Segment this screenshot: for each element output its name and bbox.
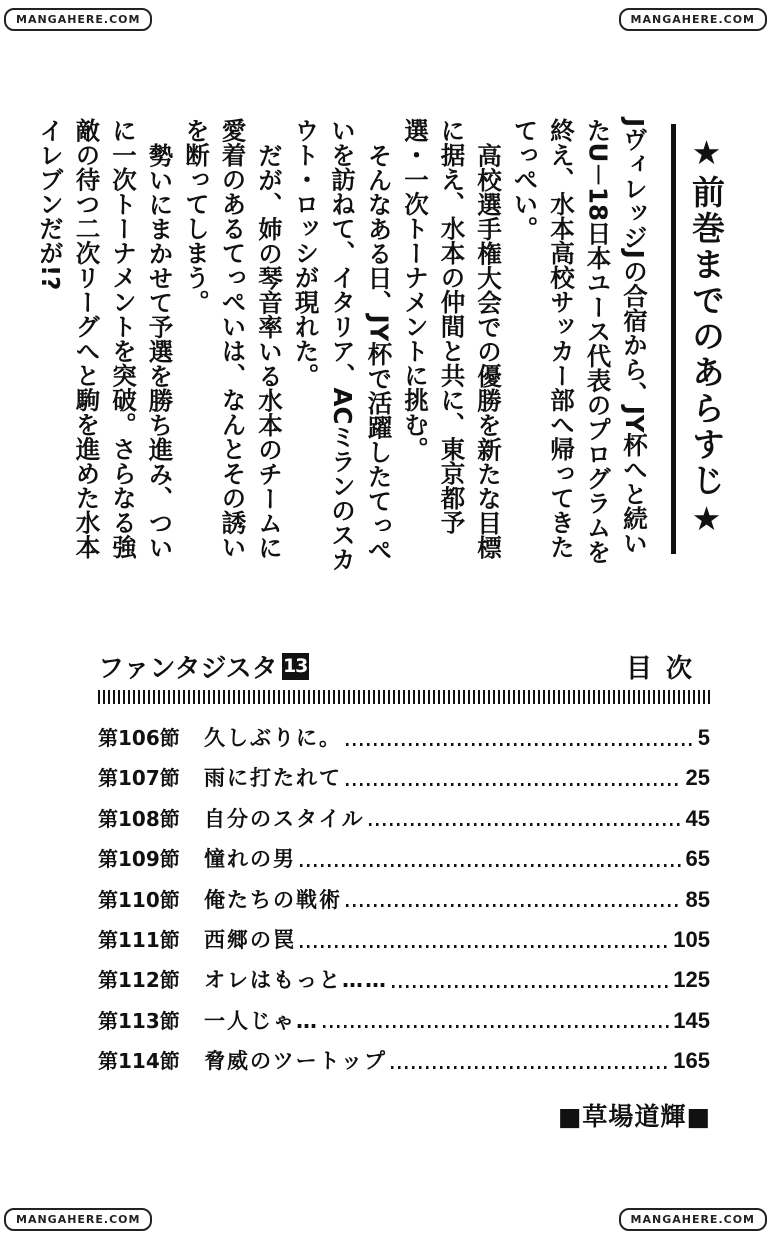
toc-row (98, 803, 710, 843)
leader-dots (346, 783, 682, 786)
watermark-bottom-left: MANGAHERE.COM (4, 1208, 152, 1231)
chapter-page: 165 (673, 1048, 710, 1074)
synopsis-heading: ★前巻までのあらすじ★ (687, 133, 726, 541)
chapter-title: 一人じゃ… (204, 1008, 319, 1033)
chapter-number: 第112節 (98, 968, 180, 993)
synopsis-body (36, 118, 652, 578)
chapter-title: 久しぶりに。 (204, 726, 342, 750)
leader-dots (391, 1066, 669, 1069)
chapter-number: 第114節 (98, 1049, 180, 1074)
synopsis-paragraph: 高校選手権大会での優勝を新たな目標に据え、水本の仲間と共に、東京都予選・一次トーナメントに挑む。 (401, 118, 503, 559)
synopsis-paragraph: だが、姉の琴音率いる水本のチームに愛着のあるてっぺいは、なんとその誘いを断ってしまう。 (182, 118, 284, 559)
toc-list (98, 722, 710, 1086)
chapter-number: 第111節 (98, 927, 180, 952)
chapter-title: 憧れの男 (204, 847, 296, 872)
synopsis-paragraph: そんなある日、JY杯で活躍したてっぺいを訪ねて、イタリア、ACミランのスカウト・ロッシが現れた。 (291, 118, 394, 572)
watermark-bottom-right: MANGAHERE.COM (619, 1208, 767, 1231)
toc-row (98, 924, 710, 964)
leader-dots (369, 823, 682, 826)
toc-label: 目次 (626, 654, 707, 684)
toc-row (98, 762, 710, 802)
series-title (98, 648, 309, 685)
chapter-page: 125 (673, 967, 710, 993)
leader-dots (300, 864, 682, 867)
author-credit: ■草場道輝■ (557, 1102, 711, 1131)
synopsis-paragraph: JヴィレッジJの合宿から、JY杯へと続いたU－18日本ユース代表のプログラムを終え、水本高校サッカー部へ帰ってきたてっぺい。 (510, 118, 649, 564)
chapter-title: 俺たちの戦術 (204, 887, 342, 912)
chapter-title: オレはもっと…… (204, 968, 388, 993)
chapter-page: 105 (673, 926, 710, 952)
chapter-title: 脅威のツートップ (204, 1049, 387, 1074)
chapter-page: 5 (697, 725, 710, 750)
chapter-page: 85 (685, 886, 710, 912)
chapter-number: 第110節 (98, 887, 180, 912)
chapter-page: 25 (685, 765, 710, 791)
chapter-page: 145 (673, 1007, 710, 1033)
chapter-number: 第106節 (98, 726, 180, 750)
watermark-top-left: MANGAHERE.COM (4, 8, 152, 31)
toc-divider-bar (98, 690, 710, 704)
volume-badge: 13 (282, 653, 309, 680)
chapter-page: 45 (685, 805, 710, 831)
chapter-page: 65 (685, 846, 710, 872)
chapter-number: 第107節 (98, 766, 180, 791)
leader-dots (346, 904, 682, 907)
toc-row (98, 884, 710, 924)
watermark-top-right: MANGAHERE.COM (619, 8, 767, 31)
toc-row (98, 843, 710, 883)
chapter-number: 第109節 (98, 847, 180, 872)
toc-row (98, 722, 710, 762)
toc-row (98, 1045, 710, 1085)
toc-row (98, 1005, 710, 1045)
leader-dots (392, 985, 669, 988)
synopsis-divider (671, 124, 676, 554)
toc-row (98, 964, 710, 1004)
chapter-title: 自分のスタイル (204, 806, 365, 831)
chapter-title: 西郷の罠 (204, 927, 296, 952)
chapter-title: 雨に打たれて (204, 766, 342, 791)
chapter-number: 第113節 (98, 1008, 180, 1033)
leader-dots (323, 1025, 669, 1028)
leader-dots (300, 945, 669, 948)
leader-dots (346, 743, 694, 746)
synopsis-paragraph: 勢いにまかせて予選を勝ち進み、ついに一次トーナメントを突破。さらなる強敵の待つ二次リーグへと駒を進めた水本イレブンだが!? (36, 118, 175, 559)
series-title-text: ファンタジスタ (98, 654, 278, 684)
chapter-number: 第108節 (98, 806, 180, 831)
